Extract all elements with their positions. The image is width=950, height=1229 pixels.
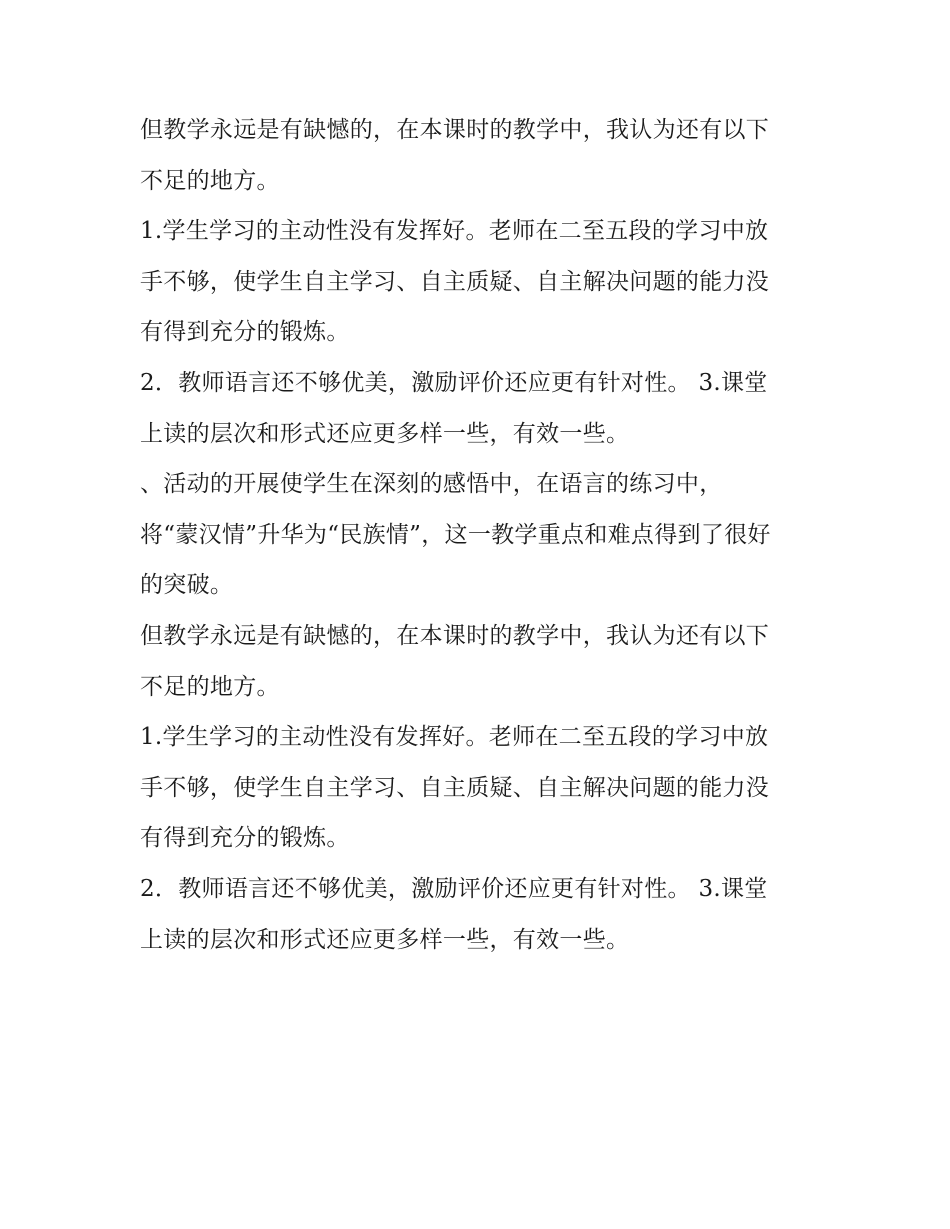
text-line: 不足的地方。 bbox=[140, 673, 280, 700]
text-line: 不足的地方。 bbox=[140, 167, 280, 194]
text-line: 、活动的开展使学生在深刻的感悟中，在语言的练习中， bbox=[140, 471, 723, 498]
text-line: 但教学永远是有缺憾的，在本课时的教学中，我认为还有以下 bbox=[140, 622, 770, 649]
text-line: 有得到充分的锻炼。 bbox=[140, 319, 350, 346]
text-line: 1.学生学习的主动性没有发挥好。老师在二至五段的学习中放 bbox=[140, 724, 769, 751]
text-line: 上读的层次和形式还应更多样一些，有效一些。 bbox=[140, 420, 630, 447]
body-text bbox=[140, 105, 830, 965]
text-line: 但教学永远是有缺憾的，在本课时的教学中，我认为还有以下 bbox=[140, 117, 770, 143]
text-line: 将“蒙汉情”升华为“民族情”，这一教学重点和难点得到了很好 bbox=[140, 521, 771, 548]
text-line: 上读的层次和形式还应更多样一些，有效一些。 bbox=[140, 926, 630, 953]
text-line: 1.学生学习的主动性没有发挥好。老师在二至五段的学习中放 bbox=[140, 218, 769, 245]
text-line: 2．教师语言还不够优美，激励评价还应更有针对性。 3.课堂 bbox=[140, 875, 768, 902]
text-line: 手不够，使学生自主学习、自主质疑、自主解决问题的能力没 bbox=[140, 268, 770, 295]
text-line: 的突破。 bbox=[140, 572, 234, 599]
text-line: 手不够，使学生自主学习、自主质疑、自主解决问题的能力没 bbox=[140, 774, 770, 801]
text-line: 有得到充分的锻炼。 bbox=[140, 825, 350, 852]
text-line: 2．教师语言还不够优美，激励评价还应更有针对性。 3.课堂 bbox=[140, 369, 768, 396]
